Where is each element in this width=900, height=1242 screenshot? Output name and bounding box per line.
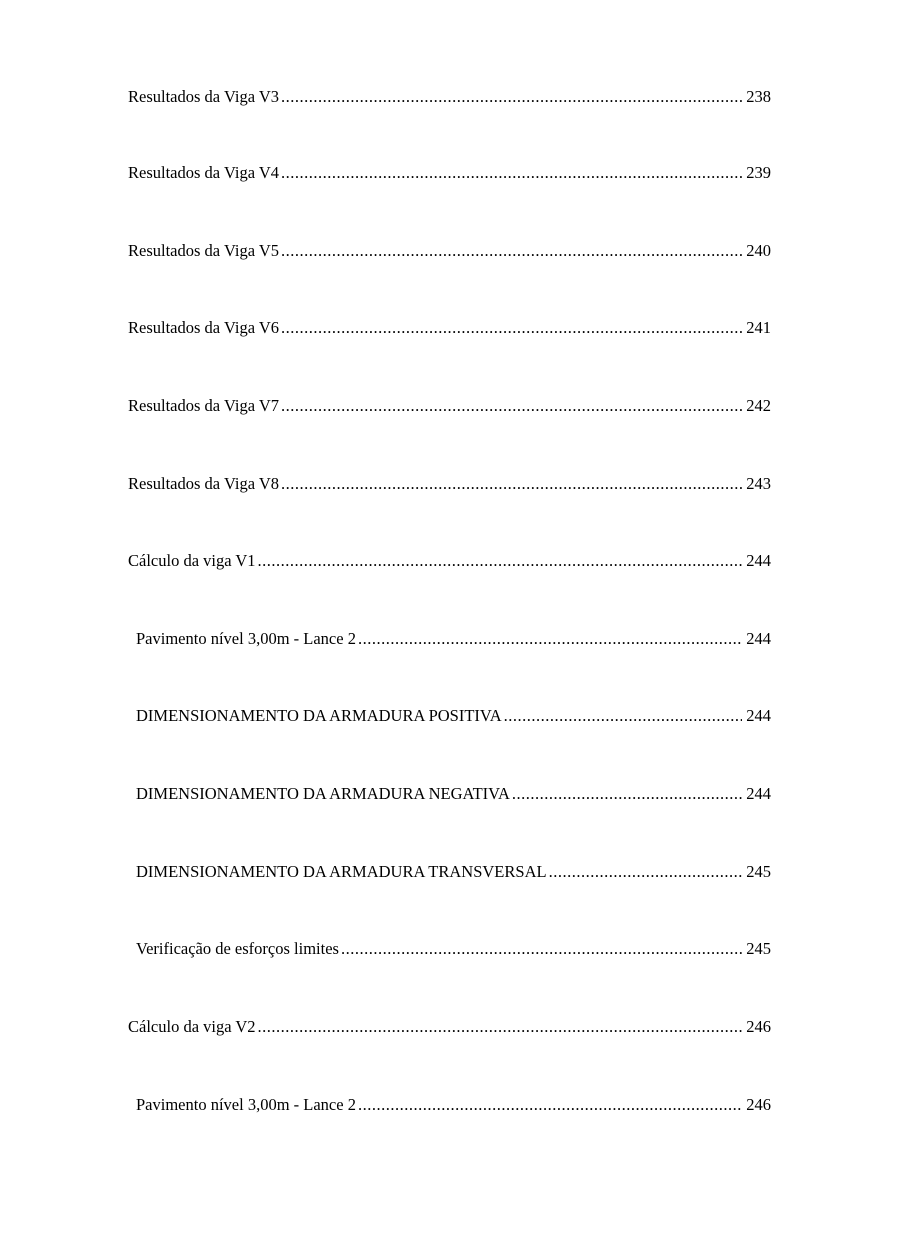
toc-dot-leader — [258, 550, 743, 572]
toc-dot-leader — [281, 317, 742, 339]
toc-dot-leader — [504, 705, 743, 727]
toc-entry-armadura-negativa[interactable] — [136, 783, 771, 805]
toc-dot-leader — [281, 473, 742, 495]
toc-entry-title: Cálculo da viga V1 — [128, 551, 256, 570]
toc-dot-leader — [281, 162, 742, 184]
toc-entry-title: DIMENSIONAMENTO DA ARMADURA POSITIVA — [136, 706, 502, 725]
toc-entry-resultados-viga-v4[interactable] — [128, 162, 771, 184]
toc-dot-leader — [512, 783, 742, 805]
toc-entry-calculo-viga-v1[interactable] — [128, 550, 771, 572]
toc-entry-title: DIMENSIONAMENTO DA ARMADURA NEGATIVA — [136, 784, 510, 803]
toc-entry-armadura-transversal[interactable] — [136, 861, 771, 883]
toc-dot-leader — [281, 240, 742, 262]
toc-entry-page: 242 — [746, 396, 771, 415]
toc-entry-page: 238 — [746, 87, 771, 106]
toc-entry-pavimento-lance-2-v2[interactable] — [136, 1094, 771, 1116]
toc-dot-leader — [258, 1016, 743, 1038]
toc-entry-title: Cálculo da viga V2 — [128, 1017, 256, 1036]
toc-entry-resultados-viga-v6[interactable] — [128, 317, 771, 339]
toc-entry-verificacao-esforcos[interactable] — [136, 938, 771, 960]
toc-entry-page: 244 — [746, 551, 771, 570]
toc-entry-resultados-viga-v8[interactable] — [128, 473, 771, 495]
toc-entry-title: DIMENSIONAMENTO DA ARMADURA TRANSVERSAL — [136, 862, 547, 881]
toc-entry-page: 241 — [746, 318, 771, 337]
toc-entry-page: 244 — [746, 784, 771, 803]
toc-entry-title: Resultados da Viga V6 — [128, 318, 280, 337]
toc-dot-leader — [281, 395, 742, 417]
toc-entry-page: 246 — [746, 1095, 771, 1114]
toc-dot-leader — [549, 861, 743, 883]
toc-entry-resultados-viga-v3[interactable] — [128, 86, 771, 108]
toc-dot-leader — [341, 938, 742, 960]
toc-entry-page: 244 — [746, 629, 771, 648]
toc-entry-resultados-viga-v7[interactable] — [128, 395, 771, 417]
toc-entry-resultados-viga-v5[interactable] — [128, 240, 771, 262]
toc-entry-pavimento-lance-2[interactable] — [136, 628, 771, 650]
toc-entry-title: Pavimento nível 3,00m - Lance 2 — [136, 629, 356, 648]
toc-entry-title: Resultados da Viga V7 — [128, 396, 280, 415]
toc-entry-title: Verificação de esforços limites — [136, 939, 339, 958]
toc-dot-leader — [358, 628, 742, 650]
toc-entry-calculo-viga-v2[interactable] — [128, 1016, 771, 1038]
toc-entry-page: 243 — [746, 474, 771, 493]
toc-entry-page: 245 — [746, 939, 771, 958]
toc-dot-leader — [281, 86, 742, 108]
toc-entry-page: 245 — [746, 862, 771, 881]
toc-entry-title: Resultados da Viga V3 — [128, 87, 280, 106]
toc-entry-page: 246 — [746, 1017, 771, 1036]
toc-entry-title: Resultados da Viga V5 — [128, 241, 280, 260]
toc-entry-page: 240 — [746, 241, 771, 260]
toc-entry-title: Resultados da Viga V8 — [128, 474, 280, 493]
toc-entry-page: 239 — [746, 163, 771, 182]
toc-entry-page: 244 — [746, 706, 771, 725]
toc-entry-armadura-positiva[interactable] — [136, 705, 771, 727]
toc-entry-title: Pavimento nível 3,00m - Lance 2 — [136, 1095, 356, 1114]
toc-entry-title: Resultados da Viga V4 — [128, 163, 280, 182]
toc-dot-leader — [358, 1094, 742, 1116]
